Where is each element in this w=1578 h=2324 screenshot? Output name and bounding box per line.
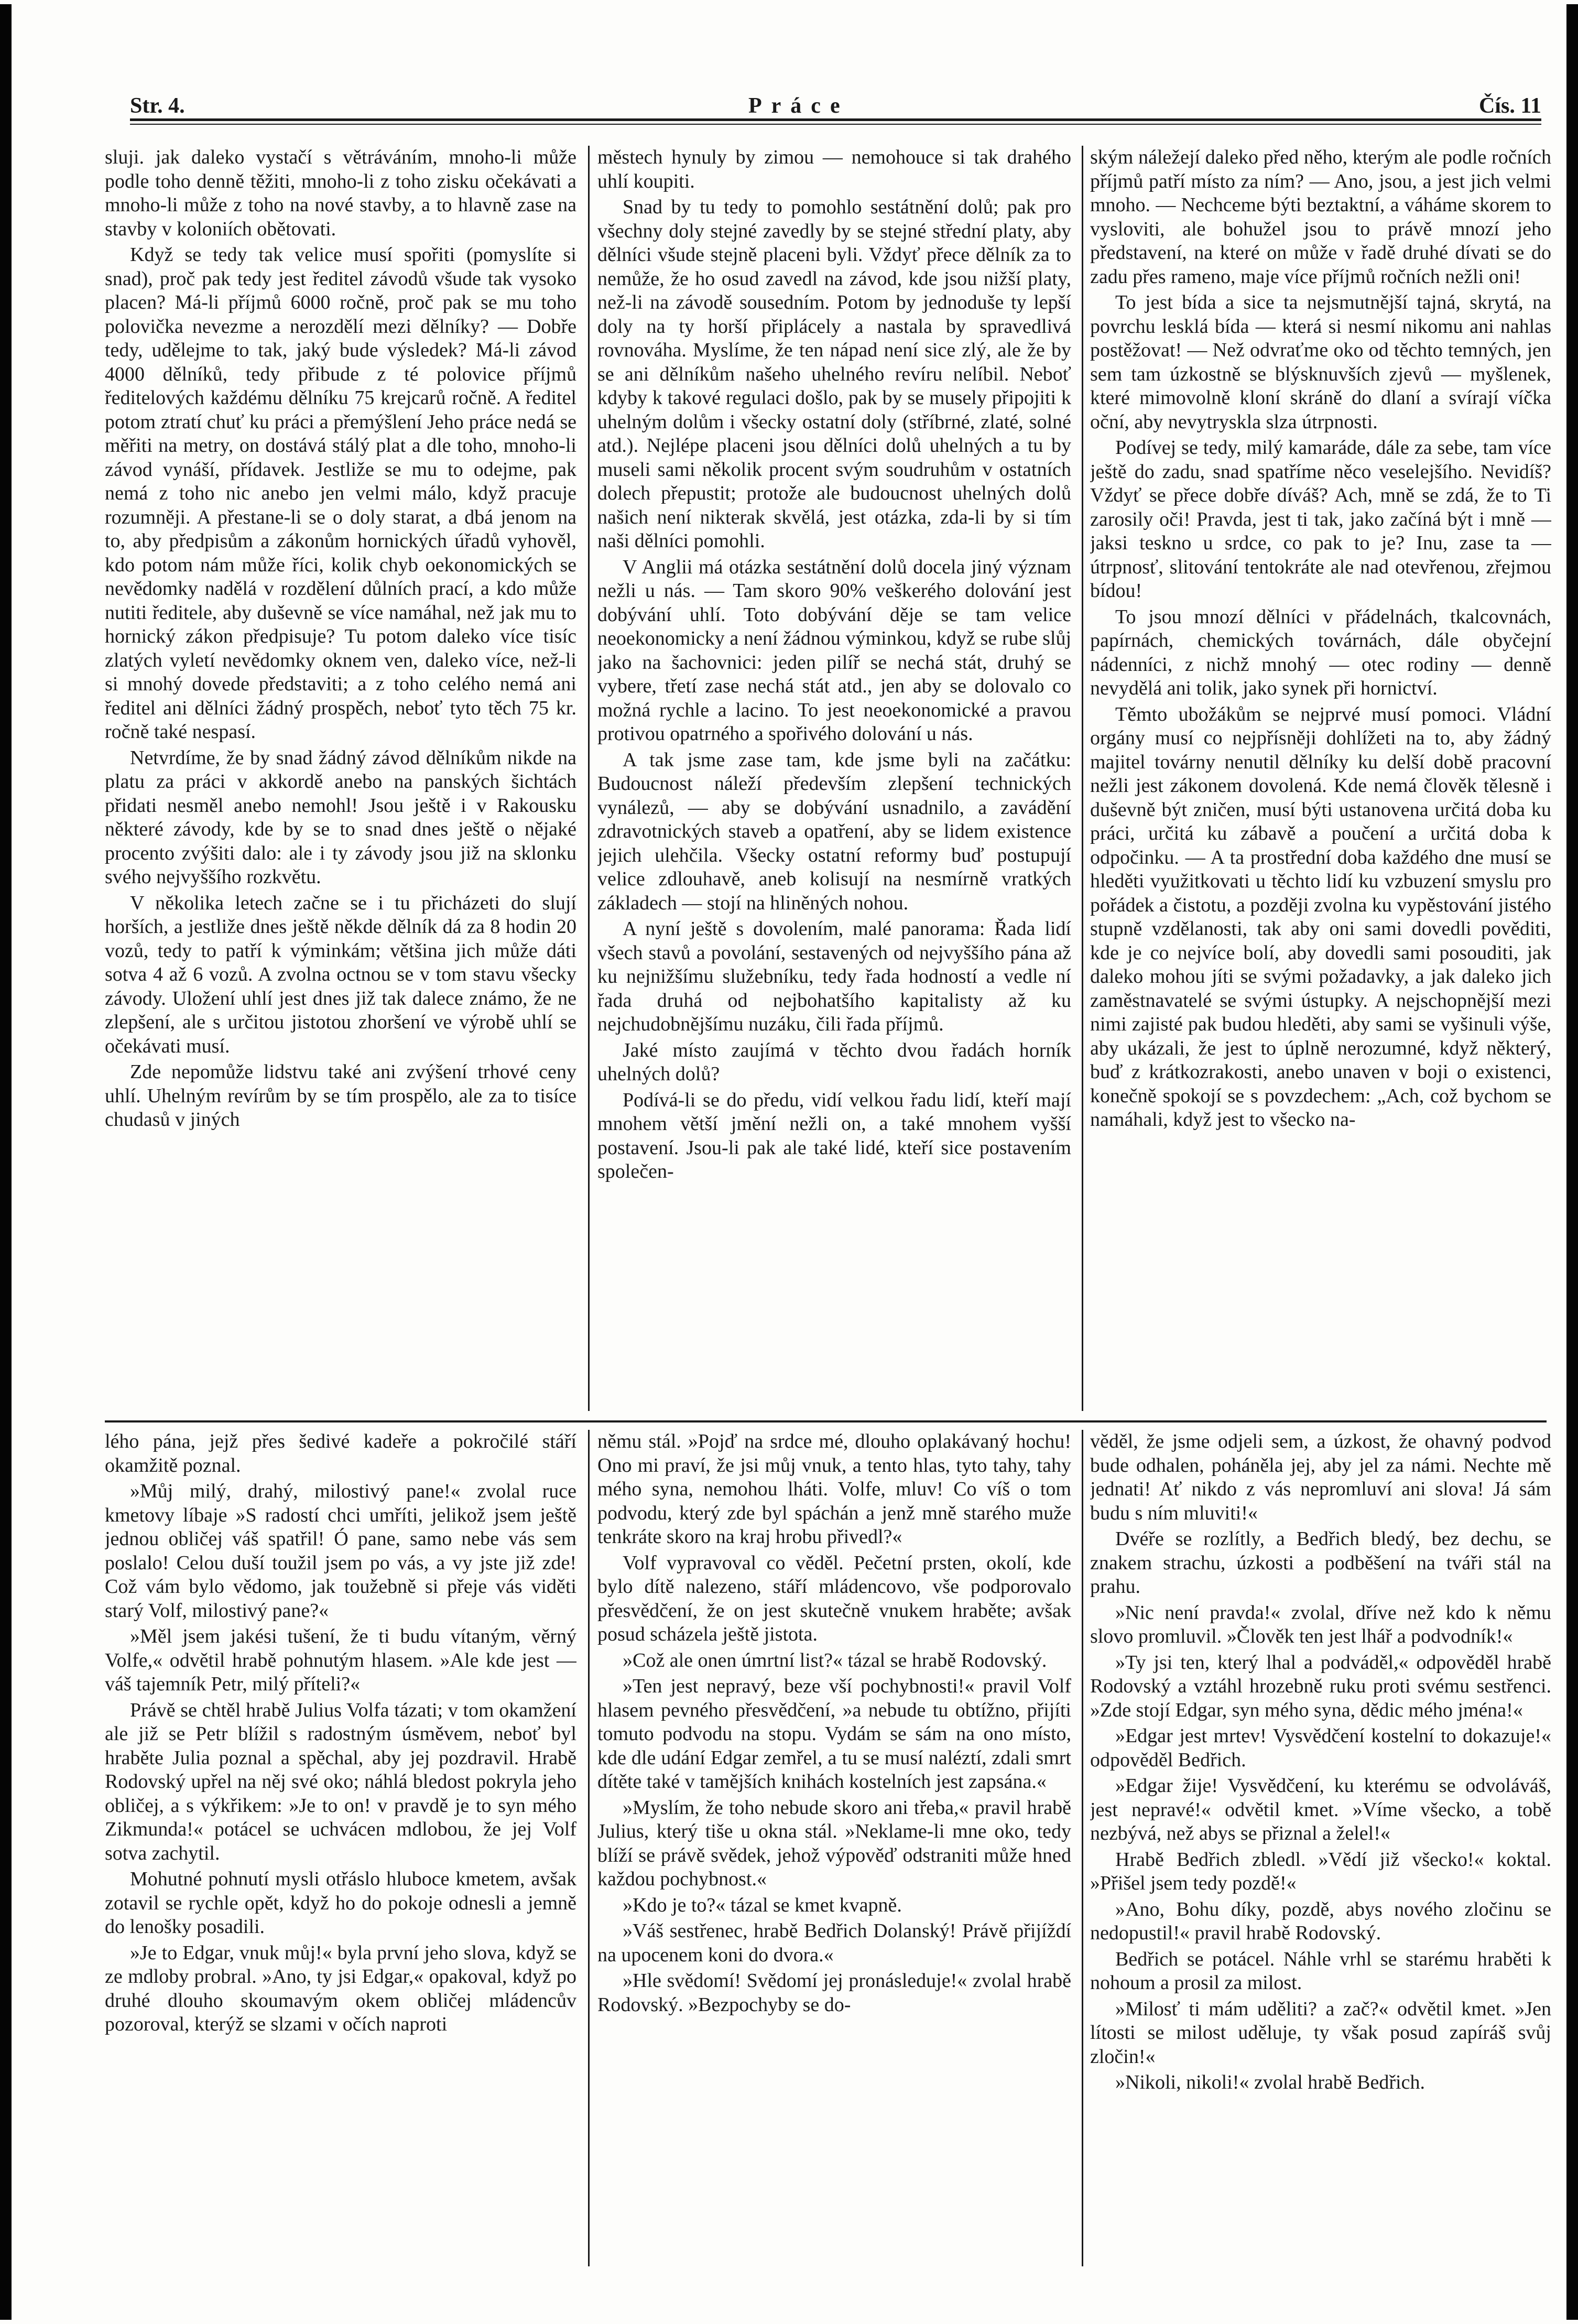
paragraph: »Měl jsem jakési tušení, že ti budu vítaným, věrný Volfe,« odvětil hrabě pohnutým hlasem. »Ale kde jest — váš tajemník Petr, milý příteli?« (105, 1625, 576, 1695)
paragraph: věděl, že jsme odjeli sem, a úzkost, že ohavný podvod bude odhalen, poháněla jej, aby jel za námi. Nechte mě jednati! Ať nikdo z vás nepromluví ani slova! Já sám budu s ním mluviti!« (1090, 1430, 1551, 1524)
paragraph: V Anglii má otázka sestátnění dolů docela jiný význam nežli u nás. — Tam skoro 90% veškerého dolování jest dobývání uhlí. Toto dobývání děje se tam velice neoekonomicky a není žádnou výminkou, když se rube slůj jako na šachovnici: jeden pilíř se nechá stát, druhý se vybere, třetí zase nechá stát atd., jen aby se dolovalo co možná rychle a lacino. To jest neoekonomické a pravou protivou opatrného a spořivého dolování u nás. (597, 556, 1071, 745)
column-divider (588, 146, 590, 1411)
paragraph: Hrabě Bedřich zbledl. »Vědí již všecko!« koktal. »Přišel jsem tedy pozdě!« (1090, 1848, 1551, 1894)
paragraph: »Myslím, že toho nebude skoro ani třeba,« pravil hrabě Julius, který tiše u okna stál. »Neklame-li mne oko, tedy blíží se právě svědek, jehož výpověď odstraniti může hned každou pochybnost.« (597, 1796, 1071, 1890)
paragraph: »Ty jsi ten, který lhal a podváděl,« odpověděl hrabě Rodovský a vztáhl hrozebně ruku proti svému sestřenci. »Zde stojí Edgar, syn mého syna, dědic mého jména!« (1090, 1651, 1551, 1721)
paragraph: To jest bída a sice ta nejsmutnější tajná, skrytá, na povrchu lesklá bída — která si nesmí nikomu ani nahlas postěžovat! — Než odvraťme oko od těchto temných, jen sem tam úzkostně se blýsknuvších zjevů — myšlenek, které mimovolně kloní skráně do dlaní a svírají víčka oční, aby nevytryskla slza útrpnosti. (1090, 291, 1551, 433)
paragraph: A nyní ještě s dovolením, malé panorama: Řada lidí všech stavů a povolání, sestavených od nejvyššího pána až ku nejnižšímu služebníku, tedy řada hodností a vedle ní řada druhá od nejbohatšího kapitalisty až ku nejchudobnějšímu nuzáku, čili řada příjmů. (597, 918, 1071, 1035)
paragraph: Zde nepomůže lidstvu také ani zvýšení trhové ceny uhlí. Uhelným revírům by se tím prospělo, ale za to tisíce chudasů v jiných (105, 1061, 576, 1131)
story-column-1 (105, 1430, 576, 2268)
paragraph: Podívá-li se do předu, vidí velkou řadu lidí, kteří mají mnohem větší jmění nežli on, a také mnohem vyšší postavení. Jsou-li pak ale také lidé, kteří sice postavením společen- (597, 1089, 1071, 1182)
column-divider (1082, 1430, 1083, 2266)
paragraph: »Ano, Bohu díky, pozdě, abys nového zločinu se nedopustil!« pravil hrabě Rodovský. (1090, 1898, 1551, 1944)
scan-border-right (1566, 4, 1578, 2320)
header-rule-thin (130, 124, 1541, 125)
paragraph: To jsou mnozí dělníci v přádelnách, tkalcovnách, papírnách, chemických továrnách, dále obyčejní nádenníci, z nichž mnohý — otec rodiny — denně nevydělá ani tolik, jako synek při hornictví. (1090, 605, 1551, 699)
paragraph: »Ten jest nepravý, beze vší pochybnosti!« pravil Volf hlasem pevného přesvědčení, »a nebude tu obtížno, přijíti tomuto podvodu na stopu. Vydám se sám na ono místo, kde dle udání Edgar zemřel, a tu se musí naléztí, zdali smrt dítěte také v tamějších knihách kostelních jest zapsána.« (597, 1675, 1071, 1793)
paragraph: »Nic není pravda!« zvolal, dříve než kdo k němu slovo promluvil. »Člověk ten jest lhář a podvodník!« (1090, 1601, 1551, 1647)
paragraph: V několika letech začne se i tu přicházeti do slují horších, a jestliže dnes ještě někde dělník dá za 8 hodin 20 vozů, tedy to patří k výminkám; většina jich může dáti sotva 4 až 6 vozů. A zvolna octnou se v tom stavu všecky závody. Uložení uhlí jest dnes již tak dalece známo, že ne zlepšení, ale s určitou jistotou zhoršení ve výrobě uhlí se očekávati musí. (105, 892, 576, 1057)
paragraph: »Hle svědomí! Svědomí jej pronásleduje!« zvolal hrabě Rodovský. »Bezpochyby se do- (597, 1970, 1071, 2016)
paragraph: »Můj milý, drahý, milostivý pane!« zvolal ruce kmetovy líbaje »S radostí chci umříti, jelikož jsem ještě jednou obličej váš spatřil! Ó pane, samo nebe vás sem poslalo! Celou duší toužil jsem po vás, a vy jste již zde! Což vám bylo vědomo, jak toužebně si přeje vás viděti starý Volf, milostivý pane?« (105, 1480, 576, 1622)
paragraph: Jaké místo zaujímá v těchto dvou řadách horník uhelných dolů? (597, 1039, 1071, 1085)
paragraph: Právě se chtěl hrabě Julius Volfa tázati; v tom okamžení ale již se Petr blížil s radostným úsměvem, neboť byl hraběte Julia poznal a spěchal, aby jej pozdravil. Hrabě Rodovský upřel na něj své oko; náhlá bledost pokryla jeho obličej, a s výkřikem: »Je to on! v pravdě je to syn mého Zikmunda!« potácel se uchvácen mdlobou, že jej Volf sotva zachytil. (105, 1699, 576, 1864)
paragraph: městech hynuly by zimou — nemohouce si tak drahého uhlí koupiti. (597, 146, 1071, 192)
story-column-3 (1090, 1430, 1551, 2268)
paragraph: »Což ale onen úmrtní list?« tázal se hrabě Rodovský. (623, 1649, 1047, 1671)
paragraph: »Váš sestřenec, hrabě Bedřich Dolanský! Právě přijíždí na upocenem koni do dvora.« (597, 1920, 1071, 1966)
paragraph: »Nikoli, nikoli!« zvolal hrabě Bedřich. (1115, 2071, 1425, 2093)
newspaper-title: Práce (748, 94, 850, 118)
paragraph: sluji. jak daleko vystačí s větráváním, mnoho-li může podle toho denně těžiti, mnoho-li z toho zisku očekávati a mnoho-li může z toho na nové stavby, a to hlavně zase na stavby v koloniích obětovati. (105, 146, 576, 240)
paragraph: »Edgar jest mrtev! Vysvědčení kostelní to dokazuje!« odpověděl Bedřich. (1090, 1725, 1551, 1771)
paragraph: »Milosť ti mám uděliti? a zač?« odvětil kmet. »Jen lítosti se milost uděluje, ty však posud zapíráš svůj zločin!« (1090, 1997, 1551, 2068)
column-divider (1082, 146, 1083, 1411)
column-divider (588, 1430, 590, 2266)
paragraph: lého pána, jejž přes šedivé kadeře a pokročilé stáří okamžitě poznal. (105, 1430, 576, 1476)
paragraph: Těmto ubožákům se nejprvé musí pomoci. Vládní orgány musí co nejpřísněji dohlížeti na to, aby žádný majitel továrny nenutil dělníky ku delší době pracovní nežli jest zákonem dovolená. Kde nemá člověk tělesně i duševně být zničen, musí býti ustanovena určitá doba ku práci, určitá ku zábavě a poučení a určitá doba k odpočinku. — A ta prostřední doba každého dne musí se hleděti využitkovati u těchto lidí ku vzbuzení smyslu pro pořádek a čistotu, a později zvolna ku vypěstování jistého stupně vzdělanosti, tak aby oni sami dovedli pověditi, kde je co nejvíce bolí, aby dovedli sami posouditi, jak daleko mohou jíti se svými požadavky, a jak daleko jich zaměstnavatelé se svými ústupky. A nejschopnější mezi nimi zajisté pak budou hleděti, aby sami se vyšinuli výše, aby ukázali, že jest to úplně nerozumné, když některý, buď z krátkozrakosti, anebo unaven v boji o existenci, konečně spokojí se s povzdechem: „Ach, což bychom se namáhali, když jest to všecko na- (1090, 703, 1551, 1131)
article-column-3 (1090, 146, 1551, 1412)
paragraph: Mohutné pohnutí mysli otřáslo hluboce kmetem, avšak zotavil se rychle opět, když ho do pokoje odnesli a jemně do lenošky posadili. (105, 1868, 576, 1938)
article-column-2 (597, 146, 1071, 1412)
paragraph: Netvrdíme, že by snad žádný závod dělníkům nikde na platu za práci v akkordě anebo na panských šichtách přidati nesměl anebo nemohl! Jsou ještě i v Rakousku některé závody, kde by se to snad dnes ještě o nějaké procento zvýšiti dalo: ale i ty závody jsou již na sklonku svého nejvyššího rozkvětu. (105, 746, 576, 888)
paragraph: Podívej se tedy, milý kamaráde, dále za sebe, tam více ještě do zadu, snad spatříme něco veselejšího. Nevidíš? Vždyť se přece dobře díváš? Ach, mně se zdá, že to Ti zarosily oči! Pravda, jest ti tak, jako začíná být i mně — jaksi teskno u srdce, co pak to je? Inu, zase ta — útrpnosť, slitování tentokráte ale nad otevřenou, zřejmou bídou! (1090, 437, 1551, 602)
page-number: Str. 4. (130, 94, 185, 118)
scan-border-left (0, 4, 12, 2320)
paragraph: Když se tedy tak velice musí spořiti (pomyslíte si snad), proč pak tedy jest ředitel závodů všude tak vysoko placen? Má-li příjmů 6000 ročně, proč pak se mu toho polovička nevezme a nerozdělí mezi dělníky? — Dobře tedy, udělejme to tak, jaký bude výsledek? Má-li závod 4000 dělníků, tedy přibude z té polovice příjmů ředitelových každému dělníku 75 krejcarů ročně. A ředitel potom ztratí chuť ku práci a přemýšlení Jeho práce nedá se měřiti na metry, on dostává stálý plat a dle toho, mnoho-li závod vynáší, přídavek. Jestliže se mu to odejme, pak nemá z toho nic anebo jen velmi málo, když pracuje rozumněji. A přestane-li se o doly starat, a dbá jenom na to, aby předpisům a zákonům hornických úřadů vyhověl, kdo potom nám může říci, kolik chyb oekonomických se nevědomky nadělá v rozdělení důlních prací, a kdo může nutiti ředitele, aby duševně se více namáhal, než jak mu to hornický zákon předpisuje? Tu potom daleko více tisíc zlatých vyletí nevědomky oknem ven, daleko více, než-li si mnohý dovede představiti; a z toho celého nemá ani ředitel ani dělníci žádný prospěch, neboť tyto těch 75 kr. ročně také nespasí. (105, 244, 576, 743)
paragraph: »Kdo je to?« tázal se kmet kvapně. (623, 1894, 902, 1916)
paragraph: A tak jsme zase tam, kde jsme byli na začátku: Budoucnost náleží především zlepšení technických vynálezů, — aby se dobývání usnadnilo, a zavádění zdravotnických staveb a opatření, aby se lidem existence jejich ulehčila. Všecky ostatní reformy buď postupují velice zdlouhavě, aneb kolisují na nesmírně vratkých základech — stojí na hliněných nohou. (597, 748, 1071, 914)
header-rule (130, 118, 1541, 121)
paragraph: Snad by tu tedy to pomohlo sestátnění dolů; pak pro všechny doly stejné zavedly by se stejné střední platy, aby dělníci všude stejně placeni byli. Vždyť přece dělník za to nemůže, že ho osud zavedl na závod, kde jsou nižší platy, než-li na závodě sousedním. Potom by jednoduše ty lepší doly na ty horší připlácely a nastala by spravedlivá rovnováha. Myslíme, že ten nápad není sice zlý, ale že by se ani dělníkům našeho uhelného revíru nelíbil. Neboť kdyby k takové regulaci došlo, pak by se musely připojiti k uhelným dolům i všecky ostatní doly (stříbrné, zlaté, solné atd.). Nejlépe placeni jsou dělníci dolů uhelných a tu by museli sami několik procent svým soudruhům v ostatních dolech přepustit; protože ale budoucnost uhelných dolů našich není nikterak skvělá, jest otázka, zda-li by si tím naši dělníci pomohli. (597, 196, 1071, 552)
paragraph: Bedřich se potácel. Náhle vrhl se starému hraběti k nohoum a prosil za milost. (1090, 1948, 1551, 1994)
page-header (130, 93, 1541, 121)
paragraph: němu stál. »Pojď na srdce mé, dlouho oplakávaný hochu! Ono mi praví, že jsi můj vnuk, a tento hlas, tyto tahy, tahy mého syna, nemohou lháti. Volfe, mluv! Co víš o tom podvodu, který zde byl spáchán a jenž mně starého muže tenkráte skoro na kraj hrobu přivedl?« (597, 1430, 1071, 1548)
issue-number: Čís. 11 (1478, 94, 1541, 118)
section-separator (105, 1420, 1547, 1422)
paragraph: ským náležejí daleko před něho, kterým ale podle ročních příjmů patří místo za ním? — Ano, jsou, a jest jich velmi mnoho. — Nechceme býti beztaktní, a váháme skorem to vysloviti, ale bohužel jsou to právě mnozí jeho představení, na které on může v řadě druhé dívati se do zadu přes rameno, maje více příjmů ročních nežli oni! (1090, 146, 1551, 288)
paragraph: Dvéře se rozlítly, a Bedřich bledý, bez dechu, se znakem strachu, úzkosti a podběšení na tváři stál na prahu. (1090, 1528, 1551, 1598)
paragraph: »Je to Edgar, vnuk můj!« byla první jeho slova, když se ze mdloby probral. »Ano, ty jsi Edgar,« opakoval, když po druhé dlouho skoumavým okem obličej mládencův pozoroval, kterýž se slzami v očích naproti (105, 1941, 576, 2035)
article-column-1 (105, 146, 576, 1412)
paragraph: »Edgar žije! Vysvědčení, ku kterému se odvoláváš, jest nepravé!« odvětil kmet. »Víme všecko, a tobě nezbývá, než abys se přiznal a želel!« (1090, 1775, 1551, 1844)
story-column-2 (597, 1430, 1071, 2268)
paragraph: Volf vypravoval co věděl. Pečetní prsten, okolí, kde bylo dítě nalezeno, stáří mládencovo, vše podporovalo přesvědčení, že on jest skutečně vnukem hraběte; avšak posud scházela ještě jistota. (597, 1551, 1071, 1645)
